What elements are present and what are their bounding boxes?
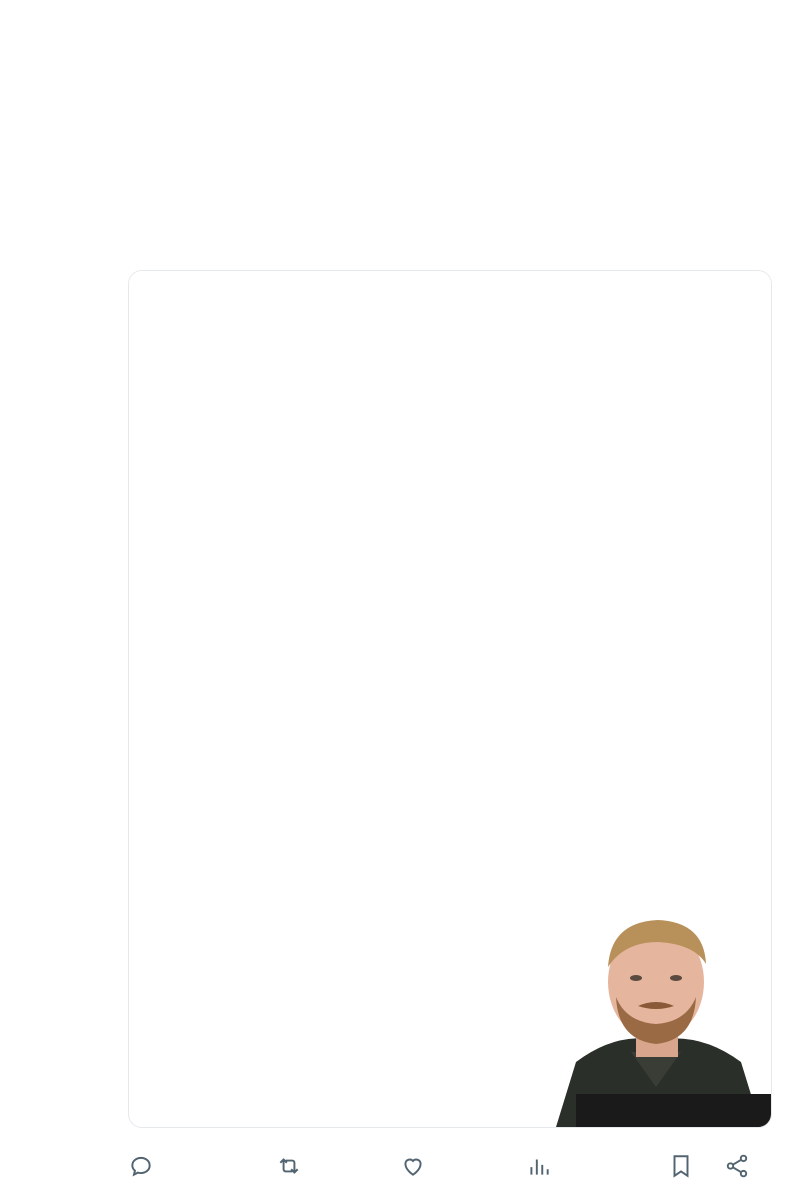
- reply-icon: [128, 1153, 154, 1179]
- image-top-edge: [129, 271, 771, 281]
- like-button[interactable]: [400, 1148, 432, 1184]
- heart-icon: [400, 1153, 426, 1179]
- repost-icon: [276, 1153, 302, 1179]
- views-icon: [526, 1153, 552, 1179]
- attached-image[interactable]: [128, 270, 772, 1128]
- action-bar: [128, 1148, 768, 1188]
- mugshot-photo: [536, 912, 771, 1127]
- reply-button[interactable]: [128, 1148, 160, 1184]
- share-icon: [724, 1153, 750, 1179]
- bookmark-icon: [668, 1153, 694, 1179]
- repost-button[interactable]: [276, 1148, 308, 1184]
- views-button[interactable]: [526, 1148, 558, 1184]
- share-button[interactable]: [724, 1148, 750, 1184]
- bookmark-button[interactable]: [668, 1148, 694, 1184]
